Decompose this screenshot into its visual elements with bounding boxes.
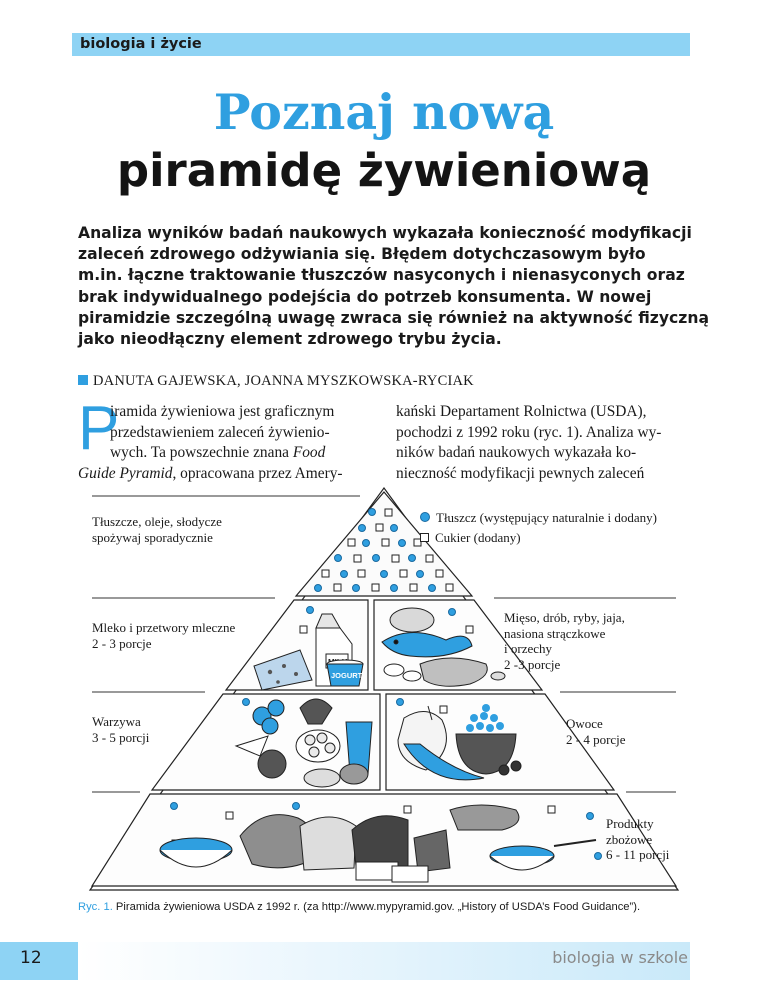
label-line: Warzywa <box>92 714 141 729</box>
yogurt-label: JOGURT <box>331 671 363 680</box>
legend-sugar <box>420 530 521 546</box>
body-line: kański Departament Rolnictwa (USDA), <box>396 403 647 420</box>
legend-fat-label: Tłuszcz (występujący naturalnie i dodany) <box>436 510 657 525</box>
body-line: ników badań naukowych wykazała ko- <box>396 444 637 462</box>
legend-fat <box>420 510 657 526</box>
label-line: Produkty <box>606 816 654 831</box>
lead-line: zaleceń zdrowego odżywiania się. Błędem dotychczasowym było <box>78 245 646 264</box>
body-line: iramida żywieniowa jest graficznym <box>110 403 335 420</box>
caption-text: Piramida żywieniowa USDA z 1992 r. (za http://www.mypyramid.gov. „History of USDA’s Food Guidance”). <box>112 901 641 913</box>
figure-number: Ryc. 1. <box>78 901 113 913</box>
body-italic: Food <box>292 444 326 462</box>
lead-line: Analiza wyników badań naukowych wykazała konieczność modyfikacji <box>78 224 692 242</box>
label-line: Owoce <box>566 716 603 731</box>
label-line: 2 - 4 porcje <box>566 731 626 747</box>
lead-line: m.in. łączne traktowanie tłuszczów nasyconych i nienasyconych oraz <box>78 266 685 285</box>
figure-caption <box>78 900 640 914</box>
label-veg <box>92 714 149 745</box>
sugar-square-icon <box>420 533 429 542</box>
article-title-line1: Poznaj nową <box>213 83 555 141</box>
label-line: i orzechy <box>504 641 553 656</box>
lead-line: jako nieodłączny element zdrowego trybu życia. <box>78 330 502 349</box>
label-line: 2 - 3 porcje <box>92 635 152 651</box>
label-line: spożywaj sporadycznie <box>92 529 213 545</box>
magazine-name: biologia w szkole <box>552 948 688 967</box>
body-text: , opracowana przez Amery- <box>172 464 343 482</box>
section-tag: biologia i życie <box>80 36 202 52</box>
body-text: wych. Ta powszechnie znana <box>110 444 293 462</box>
drop-cap: P <box>78 394 120 463</box>
label-line: zbożowe <box>606 831 653 847</box>
label-fats <box>92 514 222 545</box>
body-line: przedstawieniem zaleceń żywienio- <box>110 423 330 441</box>
label-fruit <box>566 716 626 747</box>
label-line: Mięso, drób, ryby, jaja, <box>504 610 625 625</box>
legend-sugar-label: Cukier (dodany) <box>435 530 521 545</box>
label-milk <box>92 620 235 651</box>
label-meat <box>504 610 625 672</box>
authors: DANUTA GAJEWSKA, JOANNA MYSZKOWSKA-RYCIAK <box>93 373 474 389</box>
body-line: nieczność modyfikacji pewnych zaleceń <box>396 464 645 482</box>
label-line: 6 - 11 porcji <box>606 847 670 862</box>
page-number: 12 <box>20 948 42 968</box>
label-grain <box>606 816 669 863</box>
label-line: nasiona strączkowe <box>504 625 606 641</box>
body-italic: Guide Pyramid <box>78 464 173 482</box>
label-line: 2 -3 porcje <box>504 656 561 672</box>
article-title-line2: piramidę żywieniową <box>116 144 652 197</box>
body-line: pochodzi z 1992 roku (ryc. 1). Analiza wy- <box>396 423 662 441</box>
label-line: 3 - 5 porcji <box>92 729 150 745</box>
fat-dot-icon <box>420 512 430 522</box>
label-line: Mleko i przetwory mleczne <box>92 620 236 635</box>
lead-line: piramidzie szczególną uwagę zwraca się również na aktywność fizyczną <box>78 308 709 327</box>
lead-line: brak indywidualnego podejścia do potrzeb konsumenta. W nowej <box>78 287 652 306</box>
label-line: Tłuszcze, oleje, słodycze <box>92 514 222 529</box>
